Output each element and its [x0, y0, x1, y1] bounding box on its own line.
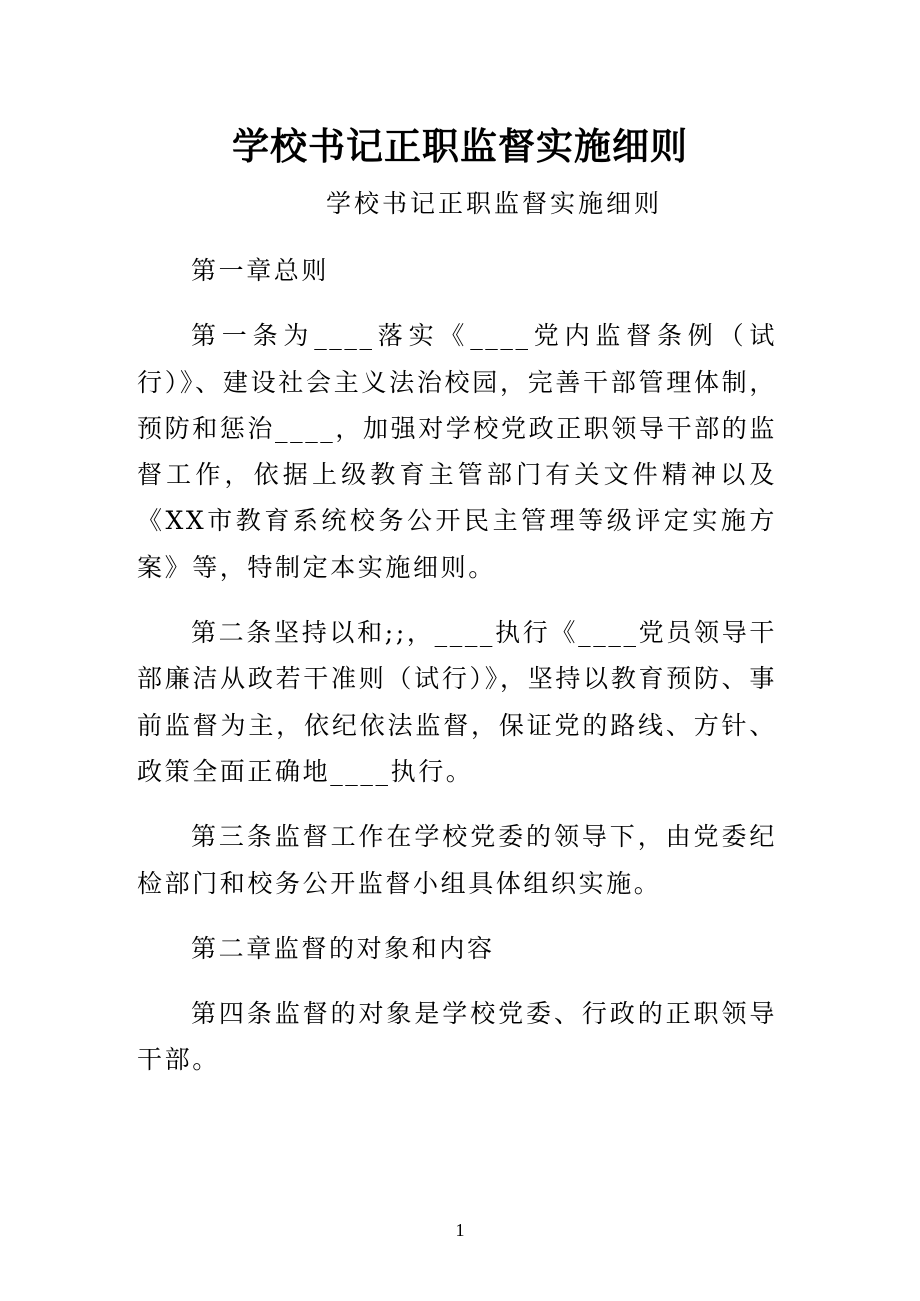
article-paragraph: 第四条监督的对象是学校党委、行政的正职领导干部。	[137, 999, 777, 1075]
document-subtitle: 学校书记正职监督实施细则	[326, 189, 663, 218]
document-title: 学校书记正职监督实施细则	[232, 125, 688, 168]
chapter-heading: 第二章监督的对象和内容	[191, 933, 495, 963]
chapter-heading: 第一章总则	[191, 256, 330, 285]
article-paragraph: 第三条监督工作在学校党委的领导下，由党委纪检部门和校务公开监督小组具体组织实施。	[137, 822, 777, 898]
document-body	[137, 248, 777, 1103]
article-paragraph: 第一条为____落实《____党内监督条例（试行）》、建设社会主义法治校园，完善干部管理体制，预防和惩治____，加强对学校党政正职领导干部的监督工作，依据上级教育主管部门有关文件精神以及《XX市教育系统校务公开民主管理等级评定实施方案》等，特制定本实施细则。	[137, 321, 778, 582]
article-paragraph: 第二条坚持以和;;，____执行《____党员领导干部廉洁从政若干准则（试行）》，坚持以教育预防、事前监督为主，依纪依法监督，保证党的路线、方针、政策全面正确地____执行。	[137, 618, 777, 786]
page-number: 1	[455, 1220, 465, 1240]
